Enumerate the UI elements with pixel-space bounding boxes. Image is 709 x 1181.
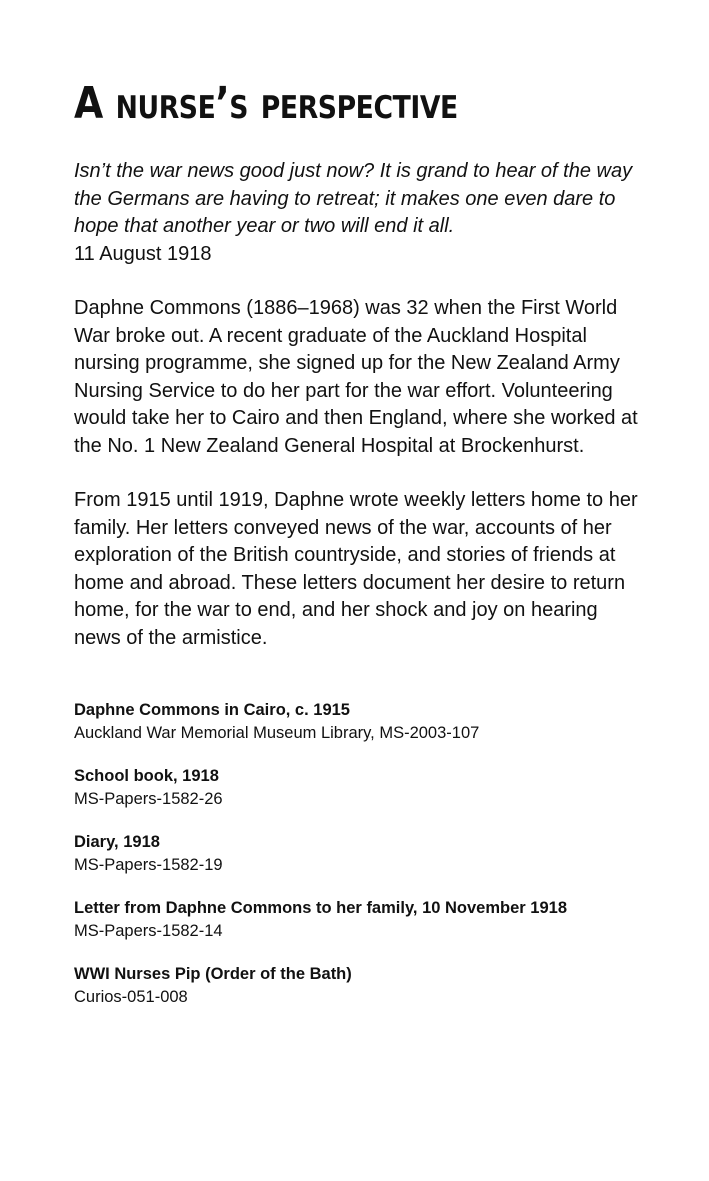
quote-date: 11 August 1918 [74,242,212,265]
credit-source: MS-Papers-1582-19 [74,856,223,874]
credit-item [74,765,649,811]
object-credits [74,699,649,1009]
credit-title: Diary, 1918 [74,833,160,851]
page-title: A nurse’s perspective [74,78,458,129]
body-paragraph-1: Daphne Commons (1886–1968) was 32 when the First World War broke out. A recent graduate of the Auckland Hospital nursing programme, she signed up for the New Zealand Army Nursing Service to do her part for the war effort. Volunteering would take her to Cairo and then England, where she worked at the No. 1 New Zealand General Hospital at Brockenhurst. [74,297,638,457]
credit-item [74,699,649,745]
credit-item [74,963,649,1009]
credit-source: MS-Papers-1582-14 [74,922,223,940]
credit-title: WWI Nurses Pip (Order of the Bath) [74,965,352,983]
label-panel [74,76,649,1029]
credit-item [74,831,649,877]
credit-title: School book, 1918 [74,767,219,785]
credit-item [74,897,649,943]
body-paragraph-2: From 1915 until 1919, Daphne wrote weekly letters home to her family. Her letters conveyed news of the war, accounts of her exploration of the British countryside, and stories of friends at home and abroad. These letters document her desire to return home, for the war to end, and her shock and joy on hearing news of the armistice. [74,489,638,649]
quote-text: Isn’t the war news good just now? It is grand to hear of the way the Germans are having to retreat; it makes one even dare to hope that another year or two will end it all. [74,160,633,237]
credit-source: Auckland War Memorial Museum Library, MS-2003-107 [74,724,480,742]
credit-source: Curios-051-008 [74,988,188,1006]
credit-title: Daphne Commons in Cairo, c. 1915 [74,701,350,719]
credit-source: MS-Papers-1582-26 [74,790,223,808]
credit-title: Letter from Daphne Commons to her family, 10 November 1918 [74,899,567,917]
